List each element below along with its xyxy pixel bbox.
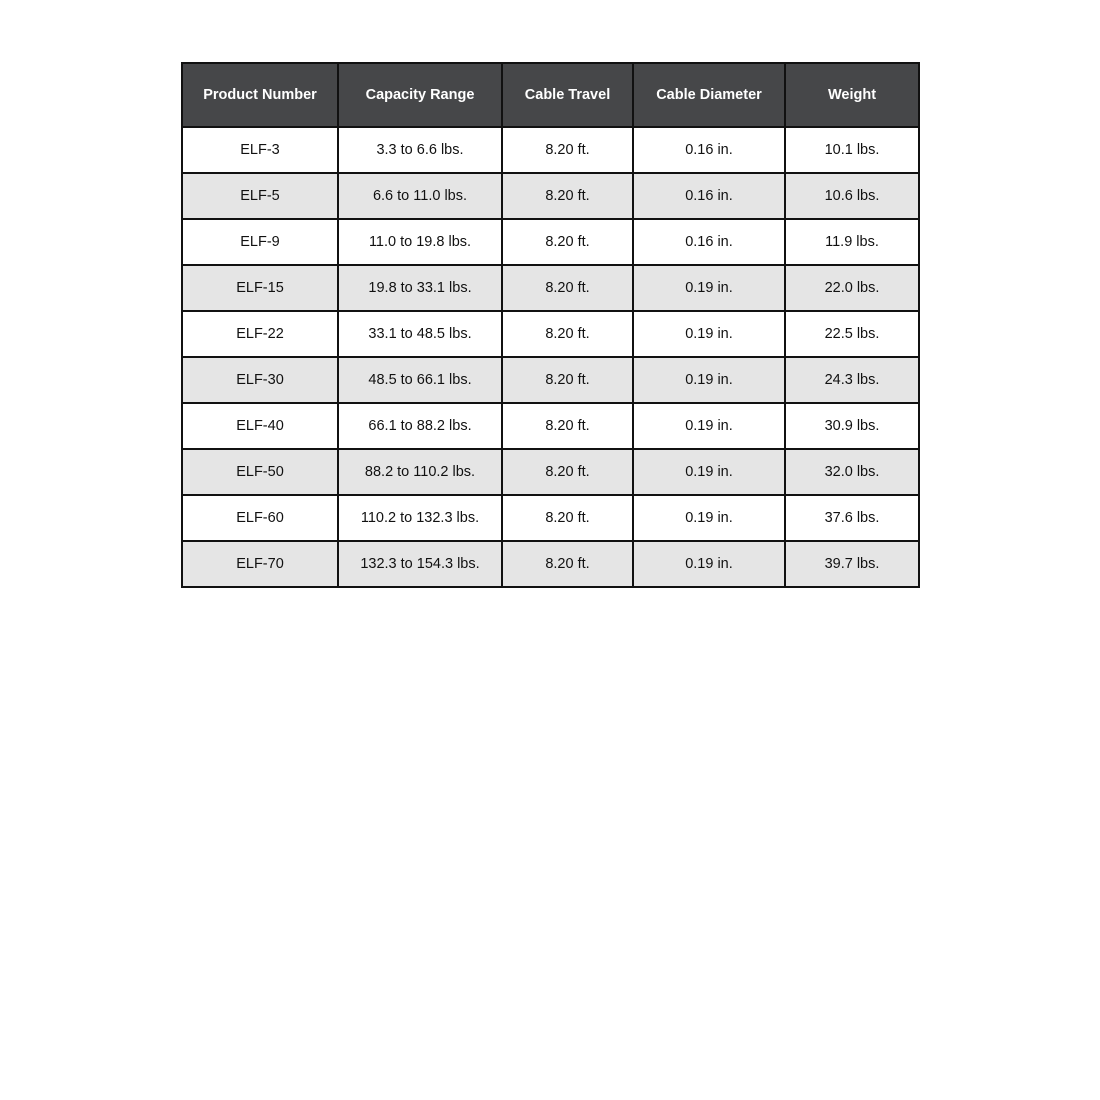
cell-capacity-range: 66.1 to 88.2 lbs. xyxy=(338,403,502,449)
header-weight: Weight xyxy=(785,63,919,127)
cell-cable-diameter: 0.19 in. xyxy=(633,265,785,311)
header-cable-travel: Cable Travel xyxy=(502,63,633,127)
cell-product-number: ELF-30 xyxy=(182,357,338,403)
cell-cable-travel: 8.20 ft. xyxy=(502,219,633,265)
header-product-number: Product Number xyxy=(182,63,338,127)
cell-product-number: ELF-50 xyxy=(182,449,338,495)
cell-cable-travel: 8.20 ft. xyxy=(502,357,633,403)
header-cable-diameter: Cable Diameter xyxy=(633,63,785,127)
cell-product-number: ELF-9 xyxy=(182,219,338,265)
cell-cable-travel: 8.20 ft. xyxy=(502,403,633,449)
cell-product-number: ELF-40 xyxy=(182,403,338,449)
cell-capacity-range: 11.0 to 19.8 lbs. xyxy=(338,219,502,265)
cell-capacity-range: 132.3 to 154.3 lbs. xyxy=(338,541,502,587)
cell-capacity-range: 48.5 to 66.1 lbs. xyxy=(338,357,502,403)
cell-capacity-range: 110.2 to 132.3 lbs. xyxy=(338,495,502,541)
cell-product-number: ELF-3 xyxy=(182,127,338,173)
cell-weight: 30.9 lbs. xyxy=(785,403,919,449)
cell-cable-diameter: 0.19 in. xyxy=(633,403,785,449)
table-row xyxy=(182,127,919,173)
cell-weight: 37.6 lbs. xyxy=(785,495,919,541)
cell-cable-diameter: 0.16 in. xyxy=(633,127,785,173)
cell-cable-travel: 8.20 ft. xyxy=(502,173,633,219)
cell-capacity-range: 33.1 to 48.5 lbs. xyxy=(338,311,502,357)
cell-cable-diameter: 0.19 in. xyxy=(633,495,785,541)
cell-weight: 22.0 lbs. xyxy=(785,265,919,311)
cell-capacity-range: 6.6 to 11.0 lbs. xyxy=(338,173,502,219)
cell-capacity-range: 88.2 to 110.2 lbs. xyxy=(338,449,502,495)
cell-product-number: ELF-70 xyxy=(182,541,338,587)
header-row xyxy=(182,63,919,127)
cell-cable-travel: 8.20 ft. xyxy=(502,265,633,311)
cell-cable-diameter: 0.19 in. xyxy=(633,357,785,403)
cell-cable-travel: 8.20 ft. xyxy=(502,541,633,587)
cell-capacity-range: 3.3 to 6.6 lbs. xyxy=(338,127,502,173)
cell-weight: 10.1 lbs. xyxy=(785,127,919,173)
cell-cable-diameter: 0.16 in. xyxy=(633,173,785,219)
table-row xyxy=(182,357,919,403)
cell-product-number: ELF-22 xyxy=(182,311,338,357)
cell-cable-diameter: 0.16 in. xyxy=(633,219,785,265)
cell-cable-diameter: 0.19 in. xyxy=(633,449,785,495)
cell-weight: 39.7 lbs. xyxy=(785,541,919,587)
cell-cable-diameter: 0.19 in. xyxy=(633,541,785,587)
table-body xyxy=(182,127,919,587)
table-row xyxy=(182,219,919,265)
table-row xyxy=(182,311,919,357)
table-row xyxy=(182,541,919,587)
table-header xyxy=(182,63,919,127)
header-capacity-range: Capacity Range xyxy=(338,63,502,127)
table-row xyxy=(182,495,919,541)
cell-cable-travel: 8.20 ft. xyxy=(502,127,633,173)
cell-weight: 22.5 lbs. xyxy=(785,311,919,357)
cell-product-number: ELF-15 xyxy=(182,265,338,311)
cell-weight: 11.9 lbs. xyxy=(785,219,919,265)
cell-cable-travel: 8.20 ft. xyxy=(502,449,633,495)
cell-weight: 24.3 lbs. xyxy=(785,357,919,403)
cell-cable-diameter: 0.19 in. xyxy=(633,311,785,357)
cell-capacity-range: 19.8 to 33.1 lbs. xyxy=(338,265,502,311)
cell-weight: 10.6 lbs. xyxy=(785,173,919,219)
cell-cable-travel: 8.20 ft. xyxy=(502,311,633,357)
table-row xyxy=(182,173,919,219)
cell-cable-travel: 8.20 ft. xyxy=(502,495,633,541)
cell-weight: 32.0 lbs. xyxy=(785,449,919,495)
table-row xyxy=(182,265,919,311)
cell-product-number: ELF-5 xyxy=(182,173,338,219)
specifications-table xyxy=(181,62,920,588)
table-row xyxy=(182,449,919,495)
cell-product-number: ELF-60 xyxy=(182,495,338,541)
table-row xyxy=(182,403,919,449)
